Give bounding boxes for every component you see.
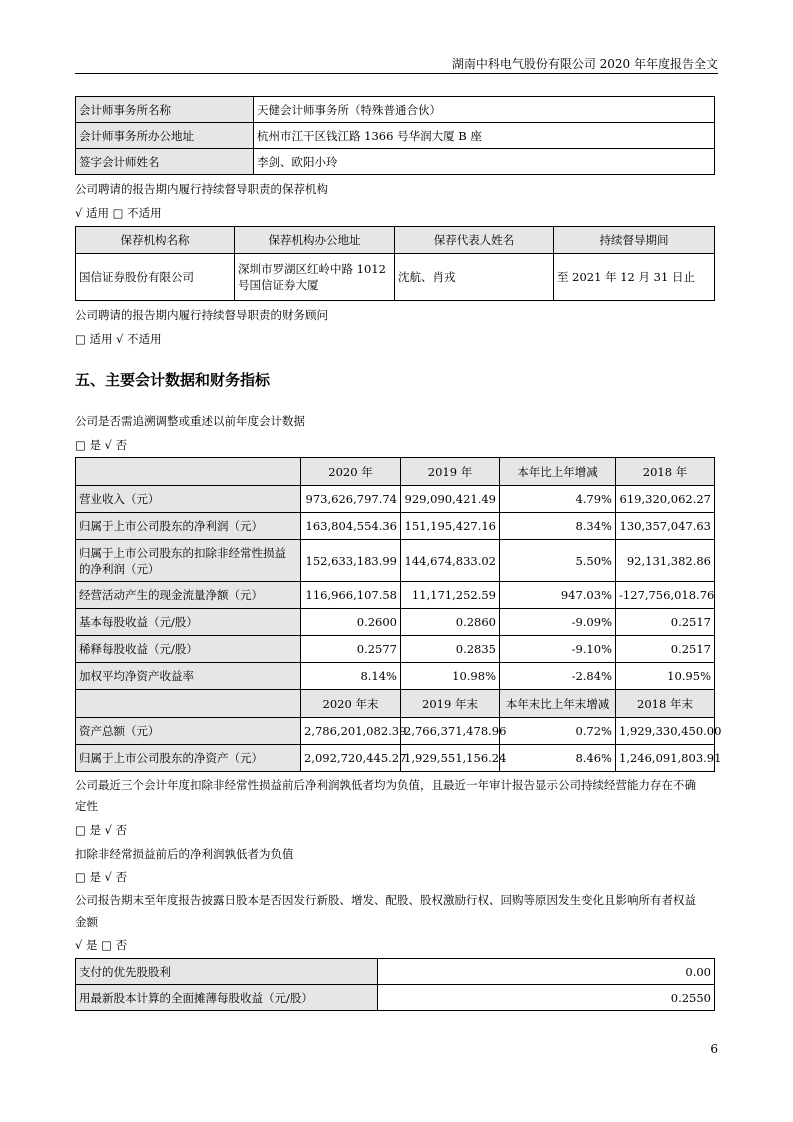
diluted-eps-label: 用最新股本计算的全面摊薄每股收益（元/股）: [76, 985, 378, 1011]
negative-profit-question: 扣除非经常损益前后的净利润孰低者为负值: [75, 847, 294, 861]
column-header: 2018 年: [616, 458, 715, 486]
firm-name-value: 天健会计师事务所（特殊普通合伙）: [254, 97, 715, 123]
cell-value: -2.84%: [500, 663, 616, 690]
share-change-question-line2: 金额: [75, 915, 98, 929]
eps-block: [75, 958, 714, 1011]
negative-profit-check: □ 是 √ 否: [75, 870, 128, 884]
cell-value: 2,092,720,445.27: [301, 745, 401, 772]
cell-value: 10.95%: [616, 663, 715, 690]
sponsor-name: 国信证券股份有限公司: [76, 254, 235, 301]
sponsor-title: 公司聘请的报告期内履行持续督导职责的保荐机构: [75, 182, 328, 196]
restatement-question: 公司是否需追溯调整或重述以前年度会计数据: [75, 414, 305, 428]
cell-value: 11,171,252.59: [401, 582, 500, 609]
column-header: 本年末比上年末增减: [500, 690, 616, 718]
table-row: [76, 718, 715, 745]
cell-value: 4.79%: [500, 486, 616, 513]
table-header-row: [76, 227, 715, 254]
cell-value: 1,929,330,450.00: [616, 718, 715, 745]
restatement-check: □ 是 √ 否: [75, 438, 128, 452]
table-row: [76, 254, 715, 301]
cell-value: 8.14%: [301, 663, 401, 690]
row-label: 稀释每股收益（元/股）: [76, 636, 301, 663]
firm-name-label: 会计师事务所名称: [76, 97, 254, 123]
financials-table: [75, 457, 722, 772]
share-change-question-line1: 公司报告期末至年度报告披露日股本是否因发行新股、增发、配股、股权激励行权、回购等原因发生变化且影响所有者权益: [75, 893, 696, 907]
cell-value: 1,246,091,803.91: [616, 745, 715, 772]
cell-value: 0.2577: [301, 636, 401, 663]
preferred-dividend-value: 0.00: [378, 959, 715, 985]
table-row: [76, 97, 715, 123]
sponsor-address-line1: 深圳市罗湖区红岭中路 1012: [238, 262, 386, 276]
row-label: 资产总额（元）: [76, 718, 301, 745]
cell-value: 0.72%: [500, 718, 616, 745]
column-header: [76, 458, 301, 486]
column-header: 保荐机构办公地址: [235, 227, 395, 254]
table-row: [76, 123, 715, 149]
advisor-title: 公司聘请的报告期内履行持续督导职责的财务顾问: [75, 308, 328, 322]
sponsor-period: 至 2021 年 12 月 31 日止: [554, 254, 715, 301]
cell-value: 0.2860: [401, 609, 500, 636]
table-row: [76, 540, 715, 582]
table-row: [76, 959, 715, 985]
row-label: 基本每股收益（元/股）: [76, 609, 301, 636]
accountant-names-value: 李剑、欧阳小玲: [254, 149, 715, 175]
sponsor-address: [235, 254, 395, 301]
preferred-dividend-label: 支付的优先股股利: [76, 959, 378, 985]
column-header: 保荐代表人姓名: [395, 227, 554, 254]
table-row: [76, 745, 715, 772]
cell-value: 0.2600: [301, 609, 401, 636]
table-row: [76, 486, 715, 513]
cell-value: 5.50%: [500, 540, 616, 582]
cell-value: 0.2517: [616, 609, 715, 636]
table-row: [76, 985, 715, 1011]
eps-table: [75, 958, 715, 1011]
row-label: 经营活动产生的现金流量净额（元）: [76, 582, 301, 609]
section-heading: 五、主要会计数据和财务指标: [75, 371, 271, 389]
cell-value: 947.03%: [500, 582, 616, 609]
cell-value: 152,633,183.99: [301, 540, 401, 582]
cell-value: 8.46%: [500, 745, 616, 772]
cell-value: -9.10%: [500, 636, 616, 663]
cell-value: 92,131,382.86: [616, 540, 715, 582]
cell-value: 8.34%: [500, 513, 616, 540]
cell-value: 1,929,551,156.24: [401, 745, 500, 772]
cell-value: -127,756,018.76: [616, 582, 715, 609]
going-concern-question-line2: 定性: [75, 799, 98, 813]
row-label: 归属于上市公司股东的扣除非经常性损益的净利润（元）: [76, 540, 301, 582]
sponsor-reps: 沈航、肖戎: [395, 254, 554, 301]
column-header: 2019 年末: [401, 690, 500, 718]
cell-value: 130,357,047.63: [616, 513, 715, 540]
accountant-names-label: 签字会计师姓名: [76, 149, 254, 175]
cell-value: 619,320,062.27: [616, 486, 715, 513]
cell-value: 0.2517: [616, 636, 715, 663]
sponsor-table: [75, 226, 715, 301]
row-label: 归属于上市公司股东的净资产（元）: [76, 745, 301, 772]
page-number: 6: [710, 1042, 718, 1056]
firm-address-label: 会计师事务所办公地址: [76, 123, 254, 149]
table-row: [76, 513, 715, 540]
table-row: [76, 636, 715, 663]
table-header-row: [76, 690, 715, 718]
accounting-firm-block: [75, 96, 714, 175]
column-header: [76, 690, 301, 718]
column-header: 2018 年末: [616, 690, 715, 718]
cell-value: 0.2835: [401, 636, 500, 663]
sponsor-check: √ 适用 □ 不适用: [75, 206, 162, 220]
going-concern-question-line1: 公司最近三个会计年度扣除非经常性损益前后净利润孰低者均为负值，且最近一年审计报告显示公司持续经营能力存在不确: [75, 778, 696, 792]
column-header: 保荐机构名称: [76, 227, 235, 254]
table-row: [76, 582, 715, 609]
cell-value: 116,966,107.58: [301, 582, 401, 609]
cell-value: 973,626,797.74: [301, 486, 401, 513]
row-label: 加权平均净资产收益率: [76, 663, 301, 690]
row-label: 营业收入（元）: [76, 486, 301, 513]
cell-value: 144,674,833.02: [401, 540, 500, 582]
cell-value: 163,804,554.36: [301, 513, 401, 540]
cell-value: 151,195,427.16: [401, 513, 500, 540]
cell-value: 10.98%: [401, 663, 500, 690]
cell-value: 929,090,421.49: [401, 486, 500, 513]
firm-address-value: 杭州市江干区钱江路 1366 号华润大厦 B 座: [254, 123, 715, 149]
share-change-check: √ 是 □ 否: [75, 938, 128, 952]
table-row: [76, 609, 715, 636]
report-header-title: 湖南中科电气股份有限公司 2020 年年度报告全文: [451, 57, 718, 71]
header-divider: [75, 73, 718, 74]
cell-value: -9.09%: [500, 609, 616, 636]
cell-value: 2,786,201,082.39: [301, 718, 401, 745]
diluted-eps-value: 0.2550: [378, 985, 715, 1011]
column-header: 2020 年末: [301, 690, 401, 718]
column-header: 2020 年: [301, 458, 401, 486]
column-header: 本年比上年增减: [500, 458, 616, 486]
column-header: 2019 年: [401, 458, 500, 486]
table-row: [76, 663, 715, 690]
cell-value: 2,766,371,478.96: [401, 718, 500, 745]
advisor-check: □ 适用 √ 不适用: [75, 332, 162, 346]
row-label: 归属于上市公司股东的净利润（元）: [76, 513, 301, 540]
financials-block: [75, 457, 722, 772]
accounting-firm-table: [75, 96, 715, 175]
sponsor-address-line2: 号国信证券大厦: [238, 278, 319, 292]
table-header-row: [76, 458, 715, 486]
table-row: [76, 149, 715, 175]
column-header: 持续督导期间: [554, 227, 715, 254]
going-concern-check: □ 是 √ 否: [75, 823, 128, 837]
sponsor-block: [75, 226, 714, 301]
